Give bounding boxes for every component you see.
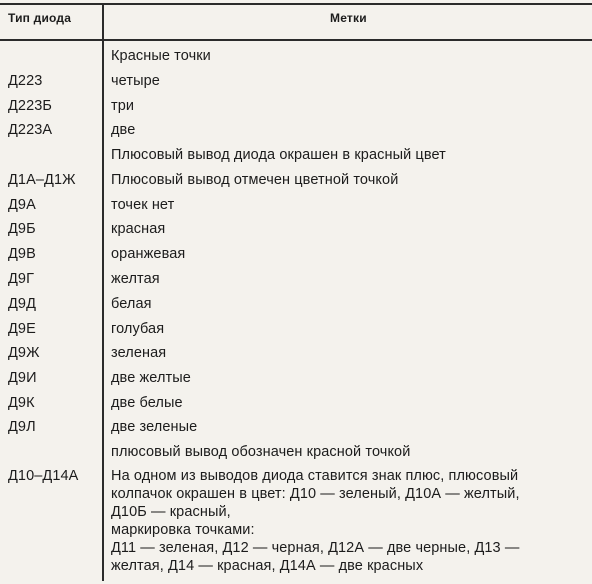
- last-row-line: маркировка точками:: [111, 522, 255, 538]
- header-bottom-rule: [0, 39, 592, 41]
- header-marks: Метки: [330, 11, 367, 25]
- row-mark: две зеленые: [111, 419, 198, 435]
- row-type: Д9И: [8, 370, 37, 386]
- last-row-mark: [111, 467, 587, 575]
- row-mark: Плюсовый вывод диода окрашен в красный цвет: [111, 147, 446, 163]
- row-type: Д9Л: [8, 419, 36, 435]
- row-type: Д9Ж: [8, 345, 40, 361]
- row-type: Д1А–Д1Ж: [8, 172, 76, 188]
- row-mark: Красные точки: [111, 48, 211, 64]
- row-mark: четыре: [111, 73, 160, 89]
- row-mark: голубая: [111, 321, 165, 337]
- row-type: Д9Б: [8, 221, 36, 237]
- last-row-line: На одном из выводов диода ставится знак плюс, плюсовый: [111, 468, 519, 484]
- header-type: Тип диода: [8, 11, 72, 25]
- row-type: Д9К: [8, 395, 35, 411]
- row-mark: желтая: [111, 271, 160, 287]
- row-mark: две желтые: [111, 370, 191, 386]
- row-mark: оранжевая: [111, 246, 186, 262]
- row-mark: плюсовый вывод обозначен красной точкой: [111, 444, 411, 460]
- row-mark: белая: [111, 296, 152, 312]
- last-row-line: Д11 — зеленая, Д12 — черная, Д12А — две черные, Д13 —: [111, 540, 520, 556]
- row-type: Д223: [8, 73, 43, 89]
- row-mark: Плюсовый вывод отмечен цветной точкой: [111, 172, 399, 188]
- row-type: Д9В: [8, 246, 36, 262]
- row-mark: две белые: [111, 395, 183, 411]
- row-type: Д9Д: [8, 296, 37, 312]
- column-divider: [102, 3, 104, 581]
- row-type: Д9Г: [8, 271, 35, 287]
- last-row-line: Д10Б — красный,: [111, 504, 231, 520]
- row-mark: точек нет: [111, 197, 175, 213]
- last-row-type: Д10–Д14А: [8, 468, 79, 484]
- row-mark: красная: [111, 221, 166, 237]
- row-type: Д223Б: [8, 98, 53, 114]
- row-mark: три: [111, 98, 135, 114]
- last-row-line: колпачок окрашен в цвет: Д10 — зеленый, Д10А — желтый,: [111, 486, 520, 502]
- table-top-rule: [0, 3, 592, 5]
- row-type: Д9Е: [8, 321, 36, 337]
- row-mark: зеленая: [111, 345, 167, 361]
- row-type: Д223А: [8, 122, 53, 138]
- row-type: Д9А: [8, 197, 36, 213]
- row-mark: две: [111, 122, 136, 138]
- last-row-line: желтая, Д14 — красная, Д14А — две красных: [111, 558, 424, 574]
